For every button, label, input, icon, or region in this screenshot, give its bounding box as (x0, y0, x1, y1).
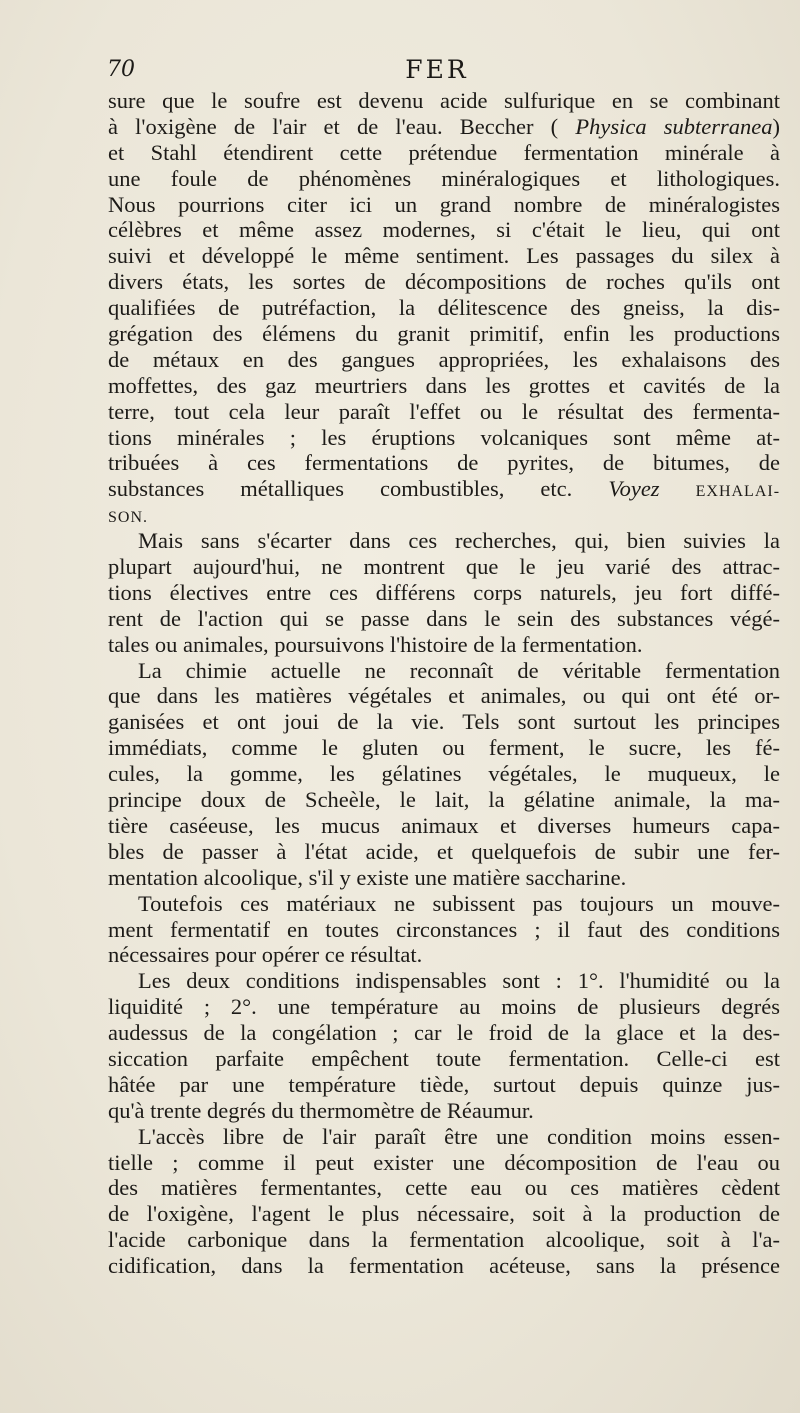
line-text: suivi et développé le même sentiment. Les passages du silex à (108, 243, 780, 269)
line-text: qu'à trente degrés du thermomètre de Réaumur. (108, 1097, 534, 1123)
line-text: Toutefois ces matériaux ne subissent pas toujours un mouve- (138, 890, 780, 916)
line-text: célèbres et même assez modernes, si c'était le lieu, qui ont (108, 217, 780, 243)
text-line (108, 632, 780, 658)
line-text: de métaux en des gangues appropriées, les exhalaisons des (108, 346, 780, 372)
text-line (108, 554, 780, 580)
text-line (108, 839, 780, 865)
text-line (108, 1201, 780, 1227)
line-text: Nous pourrions citer ici un grand nombre de minéralogistes (108, 191, 780, 217)
text-line (108, 347, 780, 373)
line-text: substances métalliques combustibles, etc. (108, 476, 573, 502)
text-line (108, 321, 780, 347)
line-text: l'acide carbonique dans la fermentation alcoolique, soit à l'a- (108, 1227, 780, 1253)
text-line (108, 761, 780, 787)
text-line (108, 891, 780, 917)
running-head: FER (405, 55, 469, 84)
line-text: tielle ; comme il peut exister une décomposition de l'eau ou (108, 1149, 780, 1175)
line-text: qualifiées de putréfaction, la délitescence des gneiss, la dis- (108, 295, 780, 321)
text-line (108, 968, 780, 994)
line-text: une foule de phénomènes minéralogiques et lithologiques. (108, 165, 780, 191)
body-text (108, 88, 780, 1279)
text-line (108, 528, 780, 554)
line-text: mentation alcoolique, s'il y existe une matière saccharine. (108, 864, 627, 890)
line-text: tribuées à ces fermentations de pyrites, de bitumes, de (108, 450, 780, 476)
text-line (108, 476, 780, 502)
line-text: tales ou animales, poursuivons l'histoire de la fermentation. (108, 631, 643, 657)
line-text: cidification, dans la fermentation acéteuse, sans la présence (108, 1253, 780, 1279)
line-text: hâtée par une température tiède, surtout depuis quinze jus- (108, 1071, 780, 1097)
text-line (108, 140, 780, 166)
text-line (108, 373, 780, 399)
italic-text: Voyez (608, 476, 660, 502)
line-text: des matières fermentantes, cette eau ou ces matières cèdent (108, 1175, 780, 1201)
line-text: que dans les matières végétales et animales, ou qui ont été or- (108, 683, 780, 709)
text-line (108, 1124, 780, 1150)
text-line (108, 1072, 780, 1098)
text-line (108, 787, 780, 813)
line-text-after: ) (772, 113, 780, 139)
line-text: siccation parfaite empêchent toute fermentation. Celle-ci est (108, 1045, 780, 1071)
line-text: audessus de la congélation ; car le froid de la glace et la des- (108, 1020, 780, 1046)
line-text: bles de passer à l'état acide, et quelquefois de subir une fer- (108, 838, 780, 864)
line-text: terre, tout cela leur paraît l'effet ou le résultat des fermenta- (108, 398, 780, 424)
text-line (108, 1020, 780, 1046)
text-line (108, 606, 780, 632)
text-line (108, 114, 780, 140)
small-caps-text: EXHALAI- (695, 483, 780, 501)
text-line (108, 166, 780, 192)
line-text: liquidité ; 2°. une température au moins de plusieurs degrés (108, 994, 780, 1020)
page-header (107, 55, 787, 89)
line-text: principe doux de Scheèle, le lait, la gélatine animale, la ma- (108, 787, 780, 813)
text-line (108, 1046, 780, 1072)
line-text: Les deux conditions indispensables sont : 1°. l'humidité ou la (138, 968, 780, 994)
text-line (108, 450, 780, 476)
line-text: tière caséeuse, les mucus animaux et diverses humeurs capa- (108, 812, 780, 838)
text-line (108, 683, 780, 709)
text-line (108, 1175, 780, 1201)
line-text: cules, la gomme, les gélatines végétales, le muqueux, le (108, 761, 780, 787)
text-line (108, 502, 780, 528)
line-text: rent de l'action qui se passe dans le sein des substances végé- (108, 605, 780, 631)
text-line (108, 399, 780, 425)
text-line (108, 425, 780, 451)
text-line (108, 269, 780, 295)
line-text: ganisées et ont joui de la vie. Tels sont surtout les principes (108, 709, 780, 735)
text-line (108, 994, 780, 1020)
line-text: nécessaires pour opérer ce résultat. (108, 942, 423, 968)
page-number: 70 (107, 57, 135, 82)
line-text: divers états, les sortes de décompositions de roches qu'ils ont (108, 269, 780, 295)
text-line (108, 1227, 780, 1253)
text-line (108, 1253, 780, 1279)
line-text: à l'oxigène de l'air et de l'eau. Beccher ( (108, 113, 559, 139)
text-line (108, 942, 780, 968)
line-text: L'accès libre de l'air paraît être une condition moins essen- (138, 1123, 780, 1149)
line-text: immédiats, comme le gluten ou ferment, le sucre, les fé- (108, 735, 780, 761)
text-line (108, 709, 780, 735)
line-text: et Stahl étendirent cette prétendue fermentation minérale à (108, 139, 780, 165)
line-text: sure que le soufre est devenu acide sulfurique en se combinant (108, 88, 780, 113)
text-line (108, 580, 780, 606)
text-line (108, 735, 780, 761)
small-caps-text: SON. (108, 509, 149, 527)
line-text: grégation des élémens du granit primitif, enfin les productions (108, 321, 780, 347)
line-text: moffettes, des gaz meurtriers dans les grottes et cavités de la (108, 372, 780, 398)
text-line (108, 658, 780, 684)
text-line (108, 192, 780, 218)
line-text: ment fermentatif en toutes circonstances ; il faut des conditions (108, 916, 780, 942)
text-line (108, 813, 780, 839)
text-line (108, 295, 780, 321)
italic-text: Physica subterranea (575, 113, 773, 139)
line-text: plupart aujourd'hui, ne montrent que le jeu varié des attrac- (108, 554, 780, 580)
line-text: tions électives entre ces différens corps naturels, jeu fort diffé- (108, 579, 780, 605)
line-text: Mais sans s'écarter dans ces recherches, qui, bien suivies la (138, 528, 780, 554)
text-line (108, 1150, 780, 1176)
text-line (108, 88, 780, 114)
text-line (108, 865, 780, 891)
line-text: La chimie actuelle ne reconnaît de véritable fermentation (138, 657, 780, 683)
line-text: de l'oxigène, l'agent le plus nécessaire, soit à la production de (108, 1201, 780, 1227)
text-line (108, 217, 780, 243)
text-line (108, 917, 780, 943)
line-text: tions minérales ; les éruptions volcaniques sont même at- (108, 424, 780, 450)
text-line (108, 243, 780, 269)
text-line (108, 1098, 780, 1124)
